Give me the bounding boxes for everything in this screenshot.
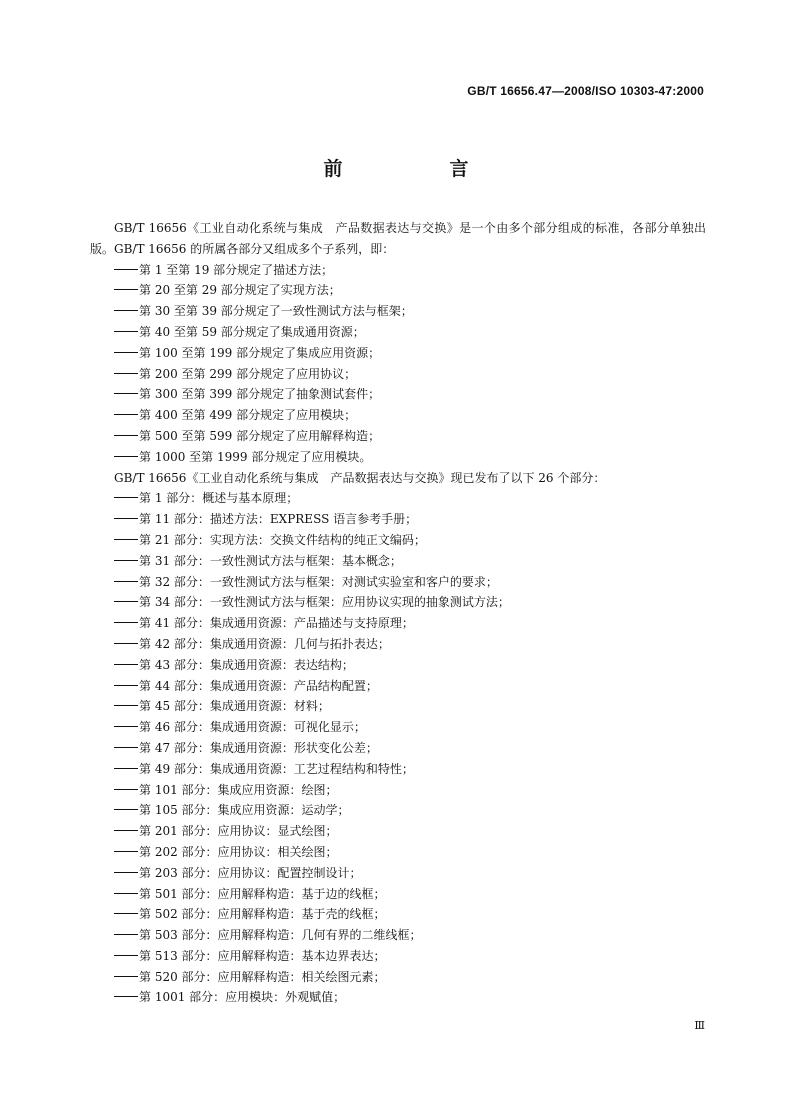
list-item-text: 第 40 至第 59 部分规定了集成通用资源； xyxy=(139,324,365,339)
em-dash-marker xyxy=(114,809,138,810)
em-dash-marker xyxy=(114,310,138,311)
em-dash-marker xyxy=(114,435,138,436)
list-item-text: 第 21 部分：实现方法：交换文件结构的纯正文编码； xyxy=(139,532,426,547)
em-dash-marker xyxy=(114,996,138,997)
em-dash-marker xyxy=(114,893,138,894)
em-dash-marker xyxy=(114,581,138,582)
em-dash-marker xyxy=(114,685,138,686)
list-item-text: 第 105 部分：集成应用资源：运动学； xyxy=(139,803,350,818)
em-dash-marker xyxy=(114,269,138,270)
list-item xyxy=(114,634,706,655)
list-item xyxy=(114,301,706,322)
list-item xyxy=(114,759,706,780)
list-item-text: 第 501 部分：应用解释构造：基于边的线框； xyxy=(139,886,386,901)
list-item xyxy=(114,426,706,447)
list-item-text: 第 34 部分：一致性测试方法与框架：应用协议实现的抽象测试方法； xyxy=(139,595,510,610)
list-item-text: 第 30 至第 39 部分规定了一致性测试方法与框架； xyxy=(139,304,413,319)
list-item xyxy=(114,364,706,385)
published-parts-paragraph: GB/T 16656《工业自动化系统与集成 产品数据表达与交换》现已发布了以下 26 个部分： xyxy=(114,470,606,485)
em-dash-marker xyxy=(114,934,138,935)
parts-list xyxy=(90,488,706,1008)
list-item xyxy=(114,738,706,759)
list-item-text: 第 202 部分：应用协议：相关绘图； xyxy=(139,844,338,859)
em-dash-marker xyxy=(114,393,138,394)
em-dash-marker xyxy=(114,560,138,561)
list-item xyxy=(114,592,706,613)
list-item-text: 第 20 至第 29 部分规定了实现方法； xyxy=(139,283,341,298)
list-item xyxy=(114,967,706,988)
em-dash-marker xyxy=(114,872,138,873)
list-item-text: 第 47 部分：集成通用资源：形状变化公差； xyxy=(139,740,378,755)
list-item xyxy=(114,447,706,468)
em-dash-marker xyxy=(114,289,138,290)
em-dash-marker xyxy=(114,705,138,706)
list-item xyxy=(114,842,706,863)
list-item-text: 第 502 部分：应用解释构造：基于壳的线框； xyxy=(139,907,386,922)
list-item xyxy=(114,572,706,593)
list-item xyxy=(114,613,706,634)
list-item xyxy=(114,696,706,717)
list-item xyxy=(114,343,706,364)
list-item-text: 第 513 部分：应用解释构造：基本边界表达； xyxy=(139,948,386,963)
list-item-text: 第 1 至第 19 部分规定了描述方法； xyxy=(139,262,334,277)
series-list xyxy=(90,260,706,468)
list-item xyxy=(114,280,706,301)
em-dash-marker xyxy=(114,456,138,457)
list-item-text: 第 45 部分：集成通用资源：材料； xyxy=(139,699,330,714)
list-item xyxy=(114,384,706,405)
em-dash-marker xyxy=(114,352,138,353)
em-dash-marker xyxy=(114,955,138,956)
em-dash-marker xyxy=(114,497,138,498)
em-dash-marker xyxy=(114,414,138,415)
list-item-text: 第 100 至第 199 部分规定了集成应用资源； xyxy=(139,345,381,360)
em-dash-marker xyxy=(114,539,138,540)
em-dash-marker xyxy=(114,726,138,727)
em-dash-marker xyxy=(114,643,138,644)
list-item xyxy=(114,946,706,967)
em-dash-marker xyxy=(114,913,138,914)
list-item-text: 第 1000 至第 1999 部分规定了应用模块。 xyxy=(139,449,372,464)
list-item-text: 第 49 部分：集成通用资源：工艺过程结构和特性； xyxy=(139,761,414,776)
em-dash-marker xyxy=(114,768,138,769)
list-item-text: 第 520 部分：应用解释构造：相关绘图元素； xyxy=(139,969,386,984)
em-dash-marker xyxy=(114,664,138,665)
em-dash-marker xyxy=(114,747,138,748)
list-item xyxy=(114,925,706,946)
list-item xyxy=(114,821,706,842)
em-dash-marker xyxy=(114,518,138,519)
list-item xyxy=(114,717,706,738)
list-item xyxy=(114,260,706,281)
list-item xyxy=(114,488,706,509)
list-item xyxy=(114,405,706,426)
list-item-text: 第 42 部分：集成通用资源：几何与拓扑表达； xyxy=(139,636,390,651)
em-dash-marker xyxy=(114,622,138,623)
page-number: Ⅲ xyxy=(694,1019,704,1032)
list-item-text: 第 1 部分：概述与基本原理； xyxy=(139,491,299,506)
page-title: 前 言 xyxy=(323,158,513,180)
list-item-text: 第 200 至第 299 部分规定了应用协议； xyxy=(139,366,357,381)
list-item-text: 第 300 至第 399 部分规定了抽象测试套件； xyxy=(139,387,381,402)
list-item xyxy=(114,530,706,551)
list-item xyxy=(114,676,706,697)
list-item-text: 第 44 部分：集成通用资源：产品结构配置； xyxy=(139,678,378,693)
list-item-text: 第 400 至第 499 部分规定了应用模块； xyxy=(139,408,357,423)
list-item xyxy=(114,987,706,1008)
list-item xyxy=(114,509,706,530)
em-dash-marker xyxy=(114,851,138,852)
em-dash-marker xyxy=(114,830,138,831)
list-item-text: 第 11 部分：描述方法：EXPRESS 语言参考手册； xyxy=(139,512,418,527)
list-item xyxy=(114,884,706,905)
list-item xyxy=(114,780,706,801)
list-item-text: 第 41 部分：集成通用资源：产品描述与支持原理； xyxy=(139,616,414,631)
document-body xyxy=(90,218,706,1008)
list-item-text: 第 1001 部分：应用模块：外观赋值； xyxy=(139,990,346,1005)
list-item xyxy=(114,551,706,572)
list-item-text: 第 43 部分：集成通用资源：表达结构； xyxy=(139,657,354,672)
list-item xyxy=(114,863,706,884)
list-item-text: 第 46 部分：集成通用资源：可视化显示； xyxy=(139,720,366,735)
em-dash-marker xyxy=(114,331,138,332)
list-item xyxy=(114,655,706,676)
list-item-text: 第 31 部分：一致性测试方法与框架：基本概念； xyxy=(139,553,402,568)
em-dash-marker xyxy=(114,601,138,602)
list-item xyxy=(114,800,706,821)
list-item xyxy=(114,322,706,343)
standard-number-header: GB/T 16656.47—2008/ISO 10303-47:2000 xyxy=(467,84,704,98)
em-dash-marker xyxy=(114,789,138,790)
list-item-text: 第 101 部分：集成应用资源：绘图； xyxy=(139,782,338,797)
list-item-text: 第 201 部分：应用协议：显式绘图； xyxy=(139,824,338,839)
intro-paragraph: GB/T 16656《工业自动化系统与集成 产品数据表达与交换》是一个由多个部分组成的标准，各部分单独出版。GB/T 16656 的所属各部分又组成多个子系列，即： xyxy=(90,221,706,256)
em-dash-marker xyxy=(114,976,138,977)
list-item-text: 第 32 部分：一致性测试方法与框架：对测试实验室和客户的要求； xyxy=(139,574,498,589)
list-item xyxy=(114,904,706,925)
list-item-text: 第 203 部分：应用协议：配置控制设计； xyxy=(139,865,362,880)
em-dash-marker xyxy=(114,373,138,374)
list-item-text: 第 500 至第 599 部分规定了应用解释构造； xyxy=(139,428,381,443)
list-item-text: 第 503 部分：应用解释构造：几何有界的二维线框； xyxy=(139,928,422,943)
